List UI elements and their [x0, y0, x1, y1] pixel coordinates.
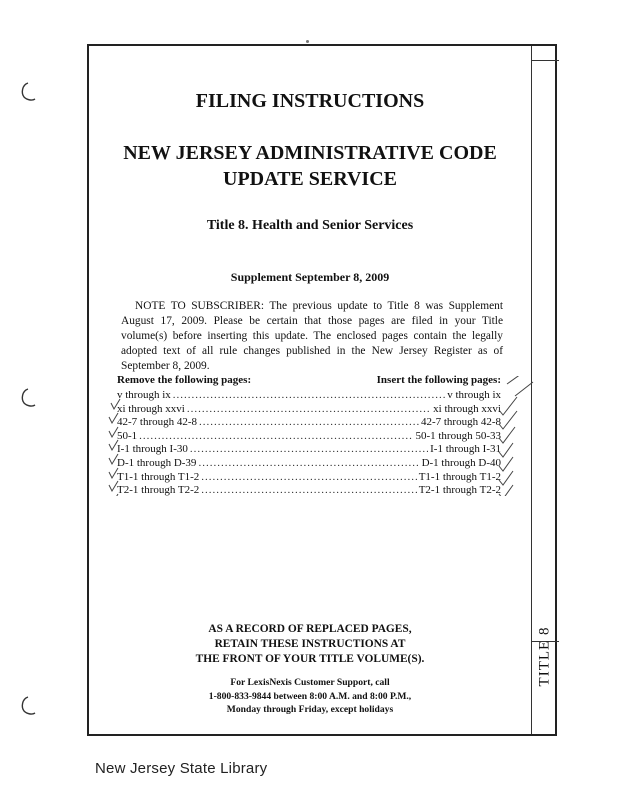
punch-hole-middle — [18, 386, 42, 410]
insert-pages: 50-1 through 50-33 — [415, 429, 501, 442]
dot-leader — [201, 484, 416, 496]
page-list-header — [117, 374, 501, 389]
tab-notch-top — [531, 60, 559, 61]
support-line3: Monday through Friday, except holidays — [226, 704, 394, 715]
dot-leader — [198, 457, 419, 469]
dot-leader — [199, 416, 419, 428]
insert-pages: T2-1 through T2-2 — [418, 484, 501, 497]
subscriber-notice: NOTE TO SUBSCRIBER: The previous update to Title 8 was Supplement August 17, 2009. Please be certain that those pages are filed in your Title volume(s) before inserting this update. The enclosed pages contain the legally adopted text of all rule changes published in the New Jersey Register as of September 8, 2009. — [121, 300, 503, 372]
title-tab — [532, 606, 558, 706]
title-subject: Title 8. Health and Senior Services — [206, 218, 414, 233]
record-notice — [89, 622, 531, 667]
page-row — [117, 416, 501, 430]
page-row — [117, 457, 501, 471]
insert-pages: 42-7 through 42-8 — [420, 416, 501, 429]
insert-pages: v through ix — [447, 389, 501, 401]
page-row — [117, 471, 501, 485]
remove-pages: 50-1 — [117, 429, 138, 442]
page-heading: FILING INSTRUCTIONS — [195, 90, 425, 112]
page-row — [117, 430, 501, 444]
support-line1: For LexisNexis Customer Support, call — [230, 677, 390, 688]
page-row — [117, 443, 501, 457]
record-line1: AS A RECORD OF REPLACED PAGES, — [208, 623, 412, 635]
filing-instructions-sheet — [87, 44, 557, 736]
dot-leader — [139, 430, 413, 442]
insert-header: Insert the following pages: — [376, 374, 501, 386]
remove-pages: D-1 through D-39 — [117, 456, 197, 469]
title-tab-label: TITLE 8 — [536, 626, 553, 686]
dot-leader — [173, 389, 445, 401]
page-row — [117, 389, 501, 403]
code-title-line2: UPDATE SERVICE — [223, 168, 397, 190]
check-marks-right — [499, 376, 533, 496]
insert-pages: xi through xxvi — [433, 402, 501, 415]
scan-speck — [306, 40, 309, 43]
code-title — [89, 140, 531, 192]
customer-support — [89, 676, 531, 717]
library-stamp: New Jersey State Library — [95, 760, 268, 777]
page-rows — [117, 389, 501, 498]
remove-pages: xi through xxvi — [117, 402, 185, 415]
insert-pages: I-1 through I-31 — [430, 443, 501, 456]
insert-pages: T1-1 through T1-2 — [418, 470, 501, 483]
remove-pages: 42-7 through 42-8 — [117, 416, 198, 429]
remove-pages: I-1 through I-30 — [117, 443, 188, 456]
page-row — [117, 403, 501, 417]
page-replacement-list — [117, 374, 501, 498]
remove-pages: T1-1 through T1-2 — [117, 470, 200, 483]
dot-leader — [201, 471, 416, 483]
dot-leader — [190, 443, 428, 455]
support-line2: 1-800-833-9844 between 8:00 A.M. and 8:00 P.M., — [208, 690, 412, 702]
punch-hole-bottom — [18, 694, 42, 718]
record-line3: THE FRONT OF YOUR TITLE VOLUME(S). — [195, 653, 425, 665]
remove-pages: T2-1 through T2-2 — [117, 484, 200, 497]
page-row — [117, 484, 501, 498]
code-title-line1: NEW JERSEY ADMINISTRATIVE CODE — [123, 142, 497, 164]
record-line2: RETAIN THESE INSTRUCTIONS AT — [214, 638, 406, 650]
supplement-date: Supplement September 8, 2009 — [230, 270, 390, 284]
insert-pages: D-1 through D-40 — [421, 456, 501, 469]
punch-hole-top — [18, 80, 42, 104]
dot-leader — [187, 403, 431, 415]
remove-header: Remove the following pages: — [117, 374, 252, 386]
remove-pages: v through ix — [117, 389, 171, 401]
